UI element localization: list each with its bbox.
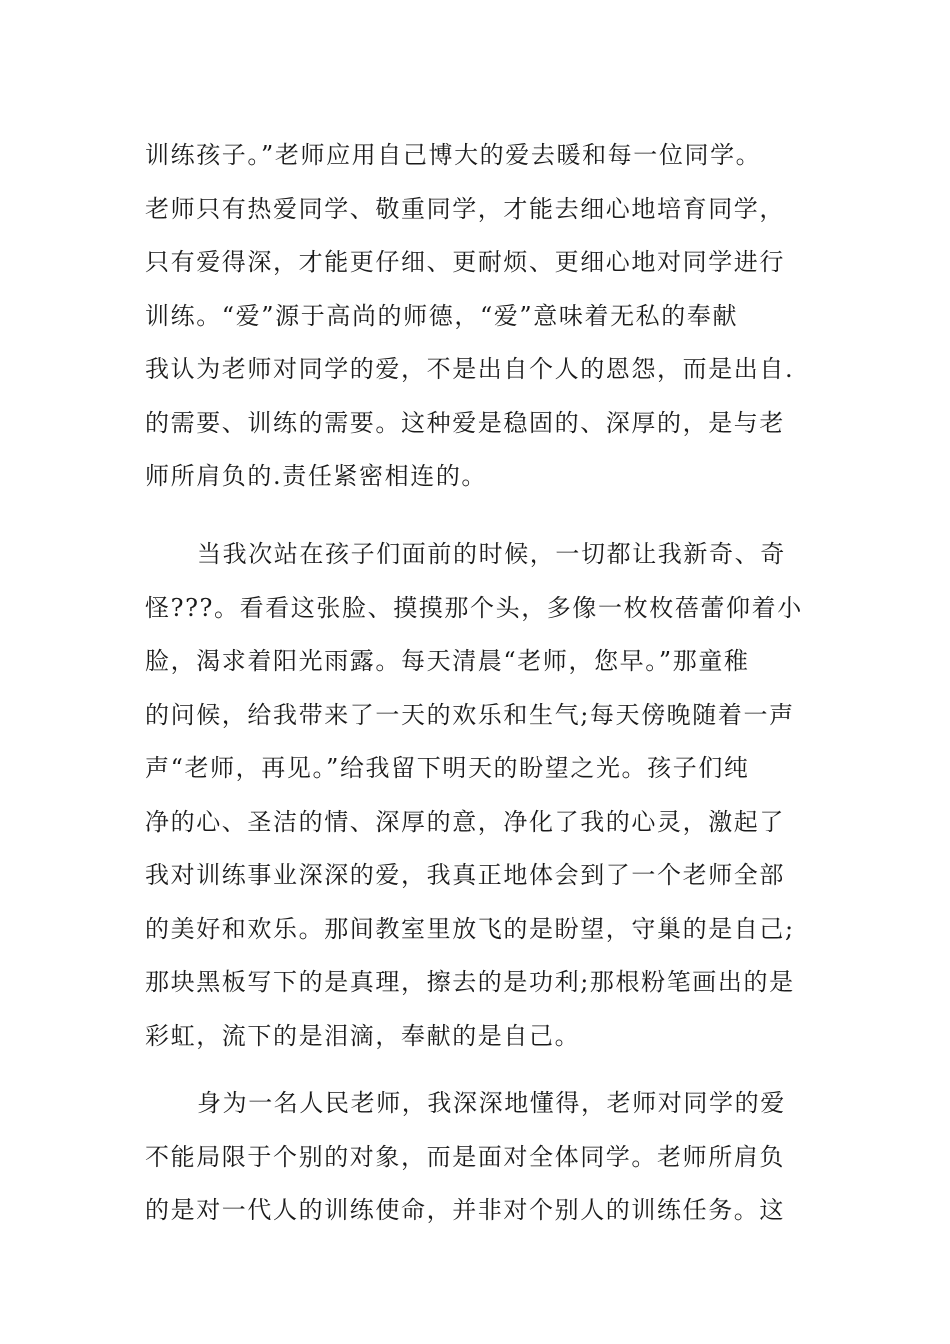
- text-line: 我对训练事业深深的爱，我真正地体会到了一个老师全部: [145, 861, 785, 889]
- paragraph-2: [145, 528, 810, 1063]
- text-line: 净的心、圣洁的情、深厚的意，净化了我的心灵，激起了: [145, 807, 785, 836]
- text-line: 的美好和欢乐。那间教室里放飞的是盼望，守巢的是自己;: [145, 914, 795, 943]
- text-line: 那块黑板写下的是真理，擦去的是功利;那根粉笔画出的是: [145, 968, 795, 996]
- text-line: 训练孩子。”老师应用自己博大的爱去暖和每一位同学。: [145, 141, 762, 169]
- text-line: 的需要、训练的需要。这种爱是稳固的、深厚的，是与老: [145, 408, 785, 437]
- text-line: 声“老师，再见。”给我留下明天的盼望之光。孩子们纯: [145, 754, 750, 782]
- text-line: 当我次站在孩子们面前的时候，一切都让我新奇、奇: [197, 540, 786, 568]
- text-line: 怪???。看看这张脸、摸摸那个头，多像一枚枚蓓蕾仰着小: [145, 593, 803, 622]
- text-line: 师所肩负的.责任紧密相连的。: [145, 462, 488, 490]
- text-line: 只有爱得深，才能更仔细、更耐烦、更细心地对同学进行: [145, 248, 785, 276]
- text-line: 的是对一代人的训练使命，并非对个别人的训练任务。这: [145, 1196, 785, 1224]
- text-line: 身为一名人民老师，我深深地懂得，老师对同学的爱: [197, 1089, 786, 1117]
- text-line: 的问候，给我带来了一天的欢乐和生气;每天傍晚随着一声: [145, 700, 795, 729]
- text-line: 我认为老师对同学的爱，不是出自个人的恩怨，而是出自.: [145, 355, 795, 383]
- text-line: 训练。“爱”源于高尚的师德，“爱”意味着无私的奉献: [145, 301, 739, 330]
- text-line: 彩虹，流下的是泪滴，奉献的是自己。: [145, 1021, 581, 1050]
- text-line: 不能局限于个别的对象，而是面对全体同学。老师所肩负: [145, 1142, 785, 1171]
- paragraph-1: [145, 129, 810, 504]
- text-line: 老师只有热爱同学、敬重同学，才能去细心地培育同学，: [145, 194, 785, 223]
- paragraph-3: [145, 1077, 810, 1238]
- text-line: 脸，渴求着阳光雨露。每天清晨“老师，您早。”那童稚: [145, 647, 750, 675]
